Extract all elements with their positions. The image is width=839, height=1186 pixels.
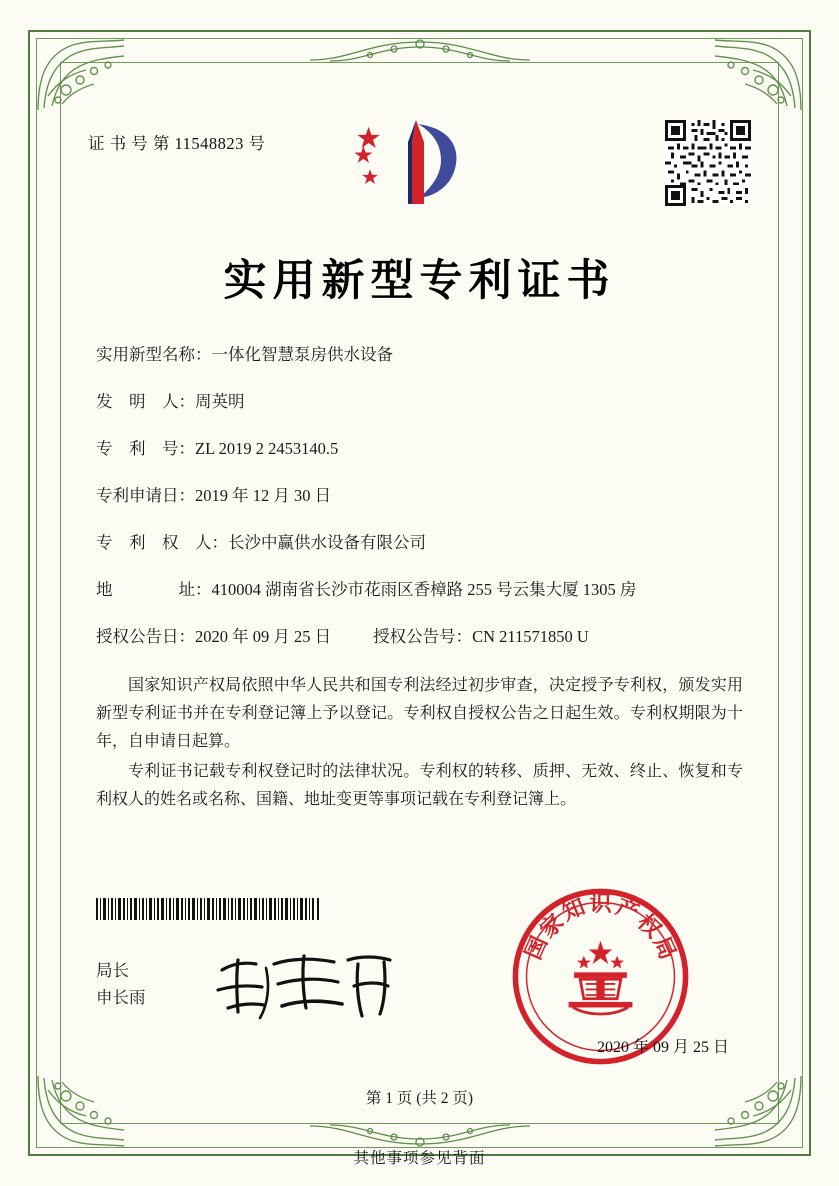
field-value-grant-date: 2020 年 09 月 25 日 [195, 626, 332, 646]
edge-ornament-top [310, 34, 530, 64]
signature-block [96, 958, 146, 1011]
svg-text:识: 识 [589, 890, 612, 917]
field-label-inventor: 发 明 人： [96, 391, 195, 411]
seal-date: 2020 年 09 月 25 日 [596, 1039, 729, 1056]
field-row-application-date [96, 485, 743, 506]
field-row-patent-number [96, 438, 743, 459]
field-label-patent-number: 专 利 号： [96, 438, 195, 458]
field-label-utility-model-name: 实用新型名称： [96, 345, 212, 364]
signature-role: 局长 [96, 961, 129, 980]
field-value-application-date: 2019 年 12 月 30 日 [195, 485, 332, 505]
handwritten-signature [208, 946, 408, 1026]
page-title: 实用新型专利证书 [223, 256, 616, 306]
svg-text:局: 局 [647, 932, 681, 964]
field-label-grant-date: 授权公告日： [96, 626, 195, 646]
svg-text:家: 家 [534, 909, 569, 944]
certificate-number: 证 书 号 第 11548823 号 [88, 134, 266, 153]
svg-text:知: 知 [558, 893, 589, 927]
field-value-grant-number: CN 211571850 U [472, 626, 589, 646]
field-label-patentee: 专 利 权 人： [96, 532, 228, 552]
field-value-patentee: 长沙中赢供水设备有限公司 [228, 532, 426, 552]
field-value-inventor: 周英明 [195, 391, 245, 411]
field-value-address: 410004 湖南省长沙市花雨区香樟路 255 号云集大厦 1305 房 [211, 579, 637, 599]
field-list [96, 344, 743, 673]
svg-text:权: 权 [632, 909, 667, 944]
svg-text:国: 国 [520, 932, 554, 964]
signature-name: 申长雨 [96, 987, 146, 1007]
svg-text:产: 产 [612, 893, 643, 927]
field-value-patent-number: ZL 2019 2 2453140.5 [195, 438, 339, 458]
field-value-utility-model-name: 一体化智慧泵房供水设备 [211, 345, 393, 364]
legal-paragraph-1: 国家知识产权局依照中华人民共和国专利法经过初步审查，决定授予专利权，颁发实用新型专利证书并在专利登记簿上予以登记。专利权自授权公告之日起生效。专利权期限为十年，自申请日起算。 [96, 677, 743, 750]
legal-paragraph-2: 专利证书记载专利权登记时的法律状况。专利权的转移、质押、无效、终止、恢复和专利权人的姓名或名称、国籍、地址变更等事项记载在专利登记簿上。 [96, 763, 743, 808]
qr-code [665, 120, 751, 206]
cnipa-logo-icon [355, 112, 485, 212]
field-row-grant-announcement [96, 626, 743, 647]
field-row-address [96, 579, 743, 600]
field-row-patentee [96, 532, 743, 553]
footnote: 其他事项参见背面 [353, 1150, 486, 1167]
legal-text [96, 672, 743, 816]
field-label-grant-number: 授权公告号： [373, 626, 473, 646]
barcode [96, 898, 322, 920]
field-label-address: 地 址： [96, 579, 212, 599]
field-row-inventor [96, 391, 743, 412]
certificate-content [60, 62, 779, 1124]
field-label-application-date: 专利申请日： [96, 485, 195, 505]
field-row-name [96, 344, 743, 365]
page-number: 第 1 页 (共 2 页) [365, 1090, 474, 1107]
